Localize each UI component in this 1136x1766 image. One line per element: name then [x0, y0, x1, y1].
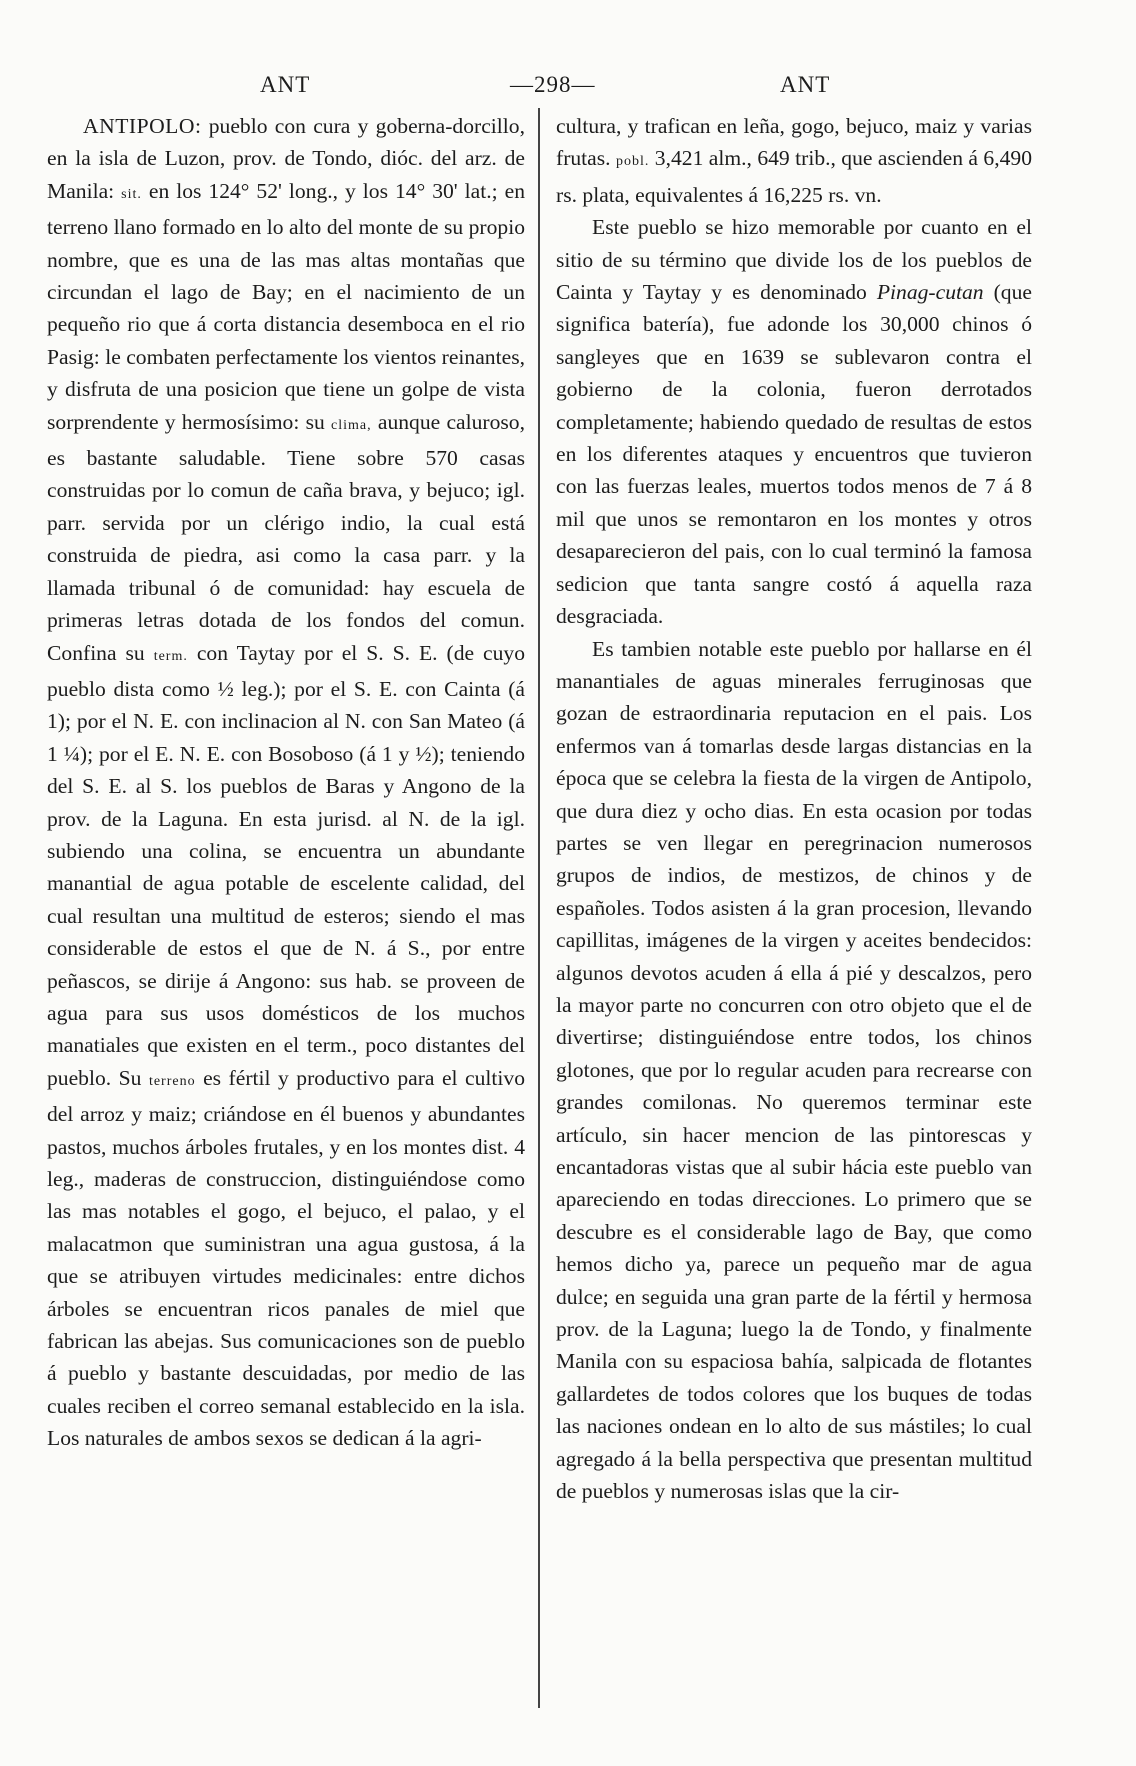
- label-pobl: pobl.: [615, 154, 650, 170]
- springs-text: Es tambien notable este pueblo por hallarse en él manantiales de aguas minerales ferruginosas que gozan de estraordinaria reputacion en el pais. Los enfermos van á tomarlas desde largas distancias en la época que se celebra la fiesta de la virgen de Antipolo, que dura diez y ocho dias. En esta ocasion por todas partes se ven llegar en peregrinacion numerosos grupos de indios, de mestizos, de chinos y de españoles. Todos asisten á la gran procesion, llevando capillitas, imágenes de la virgen y aceites bendecidos: algunos devotos acuden á ella á pié y descalzos, pero la mayor parte no concurren con otro objeto que el de divertirse; distinguiéndose entre todos, los chinos glotones, que por lo regular acuden para recrearse con grandes comilonas. No queremos terminar este artículo, sin hacer mencion de las pintorescas y encantadoras vistas que al subir hácia este pueblo van apareciendo en todas direcciones. Lo primero que se descubre es el considerable lago de Bay, que como hemos dicho ya, parece un pequeño mar de agua dulce; en seguida una gran parte de la fértil y hermosa prov. de la Laguna; luego la de Tondo, y finalmente Manila con su espaciosa bahía, salpicada de flotantes gallardetes de todos colores que los buques de todas las naciones ondean en lo alto de sus mástiles; lo cual agregado á la bella perspectiva que presentan multitud de pueblos y numerosas islas que la cir-: [556, 636, 1032, 1504]
- pinag-cutan-term: Pinag-cutan: [876, 280, 984, 305]
- label-sit: sit.: [121, 186, 142, 202]
- running-header: [0, 72, 1136, 112]
- entry-text-3: aunque caluroso, es bastante saludable. Tiene sobre 570 casas construidas por lo comun de caña brava, y bejuco; igl. parr. servida por un clérigo indio, la cual está construida de piedra, asi como la casa parr. y la llamada tribunal ó de comunidad: hay escuela de primeras letras dotada de los fondos del comun. Confina su: [47, 409, 525, 665]
- paragraph-history: [556, 211, 1032, 632]
- label-terreno: terreno: [148, 1073, 196, 1089]
- history-text-2: (que significa batería), fue adonde los 30,000 chinos ó sangleyes que en 1639 se sublevaron contra el gobierno de la colonia, fueron derrotados completamente; habiendo quedado de resultas de estos en los diferentes ataques y encuentros que tuvieron con las fuerzas leales, muertos todos menos de 7 á 8 mil que unos se remontaron en los montes y otros desaparecieron del pais, con lo cual terminó la famosa sedicion que tanta sangre costó á aquella raza desgraciada.: [556, 280, 1032, 629]
- page-number: —298—: [510, 72, 596, 97]
- entry-text-4: con Taytay por el S. S. E. (de cuyo pueblo dista como ½ leg.); por el S. E. con Cainta (á 1); por el N. E. con inclinacion al N. con San Mateo (á 1 ¼); por el E. N. E. con Bosoboso (á 1 y ½); teniendo del S. E. al S. los pueblos de Baras y Angono de la prov. de la Laguna. En esta jurisd. al N. de la igl. subiendo una colina, se encuentra un abundante manantial de agua potable de escelente calidad, del cual resultan una multitud de esteros; siendo el mas considerable de estos el que de N. á S., por entre peñascos, se dirije á Angono: sus hab. se proveen de agua para sus usos domésticos de los muchos manatiales que existen en el term., poco distantes del pueblo. Su: [47, 640, 526, 1090]
- left-column: [47, 110, 525, 1455]
- entry-antipolo: [47, 110, 525, 1455]
- paragraph-continuation: [556, 110, 1032, 211]
- entry-text-5: es fértil y productivo para el cultivo del arroz y maiz; criándose en él buenos y abundantes pastos, muchos árboles frutales, y en los montes dist. 4 leg., maderas de construccion, distinguiéndose como las mas notables el gogo, el bejuco, el palao, y el malacatmon que suministran una agua gustosa, á la que se atribuyen virtudes medicinales: entre dichos árboles se encuentran ricos panales de miel que fabrican las abejas. Sus comunicaciones son de pueblo á pueblo y bastante descuidadas, por medio de las cuales reciben el correo semanal establecido en la isla. Los naturales de ambos sexos se dedican á la agri-: [47, 1065, 525, 1451]
- paragraph-springs: [556, 633, 1032, 1508]
- label-clima: clima,: [331, 417, 372, 433]
- entry-title: ANTIPOLO:: [83, 114, 202, 138]
- right-column: [556, 110, 1032, 1507]
- entry-text-1: pueblo con cura y goberna-dorcillo, en la isla de Luzon, prov. de Tondo, dióc. del arz. de Manila:: [47, 114, 525, 203]
- continuation-text-2: 3,421 alm., 649 trib., que ascienden á 6,490 rs. plata, equivalentes á 16,225 rs. vn.: [556, 146, 1032, 207]
- history-text-1: Este pueblo se hizo memorable por cuanto en el sitio de su término que divide los de los pueblos de Cainta y Taytay y es denominado: [556, 215, 1032, 305]
- header-left: ANT: [260, 72, 311, 97]
- label-term: term.: [153, 648, 188, 664]
- header-right: ANT: [780, 72, 831, 97]
- column-divider: [538, 108, 540, 1708]
- entry-text-2: en los 124° 52' long., y los 14° 30' lat.; en terreno llano formado en lo alto del monte de su propio nombre, que es una de las mas altas montañas que circundan el lago de Bay; en el nacimiento de un pequeño rio que á corta distancia desemboca en el rio Pasig: le combaten perfectamente los vientos reinantes, y disfruta de una posicion que tiene un golpe de vista sorprendente y hermosísimo: su: [47, 178, 525, 434]
- continuation-text-1: cultura, y trafican en leña, gogo, bejuco, maiz y varias frutas.: [556, 114, 1032, 171]
